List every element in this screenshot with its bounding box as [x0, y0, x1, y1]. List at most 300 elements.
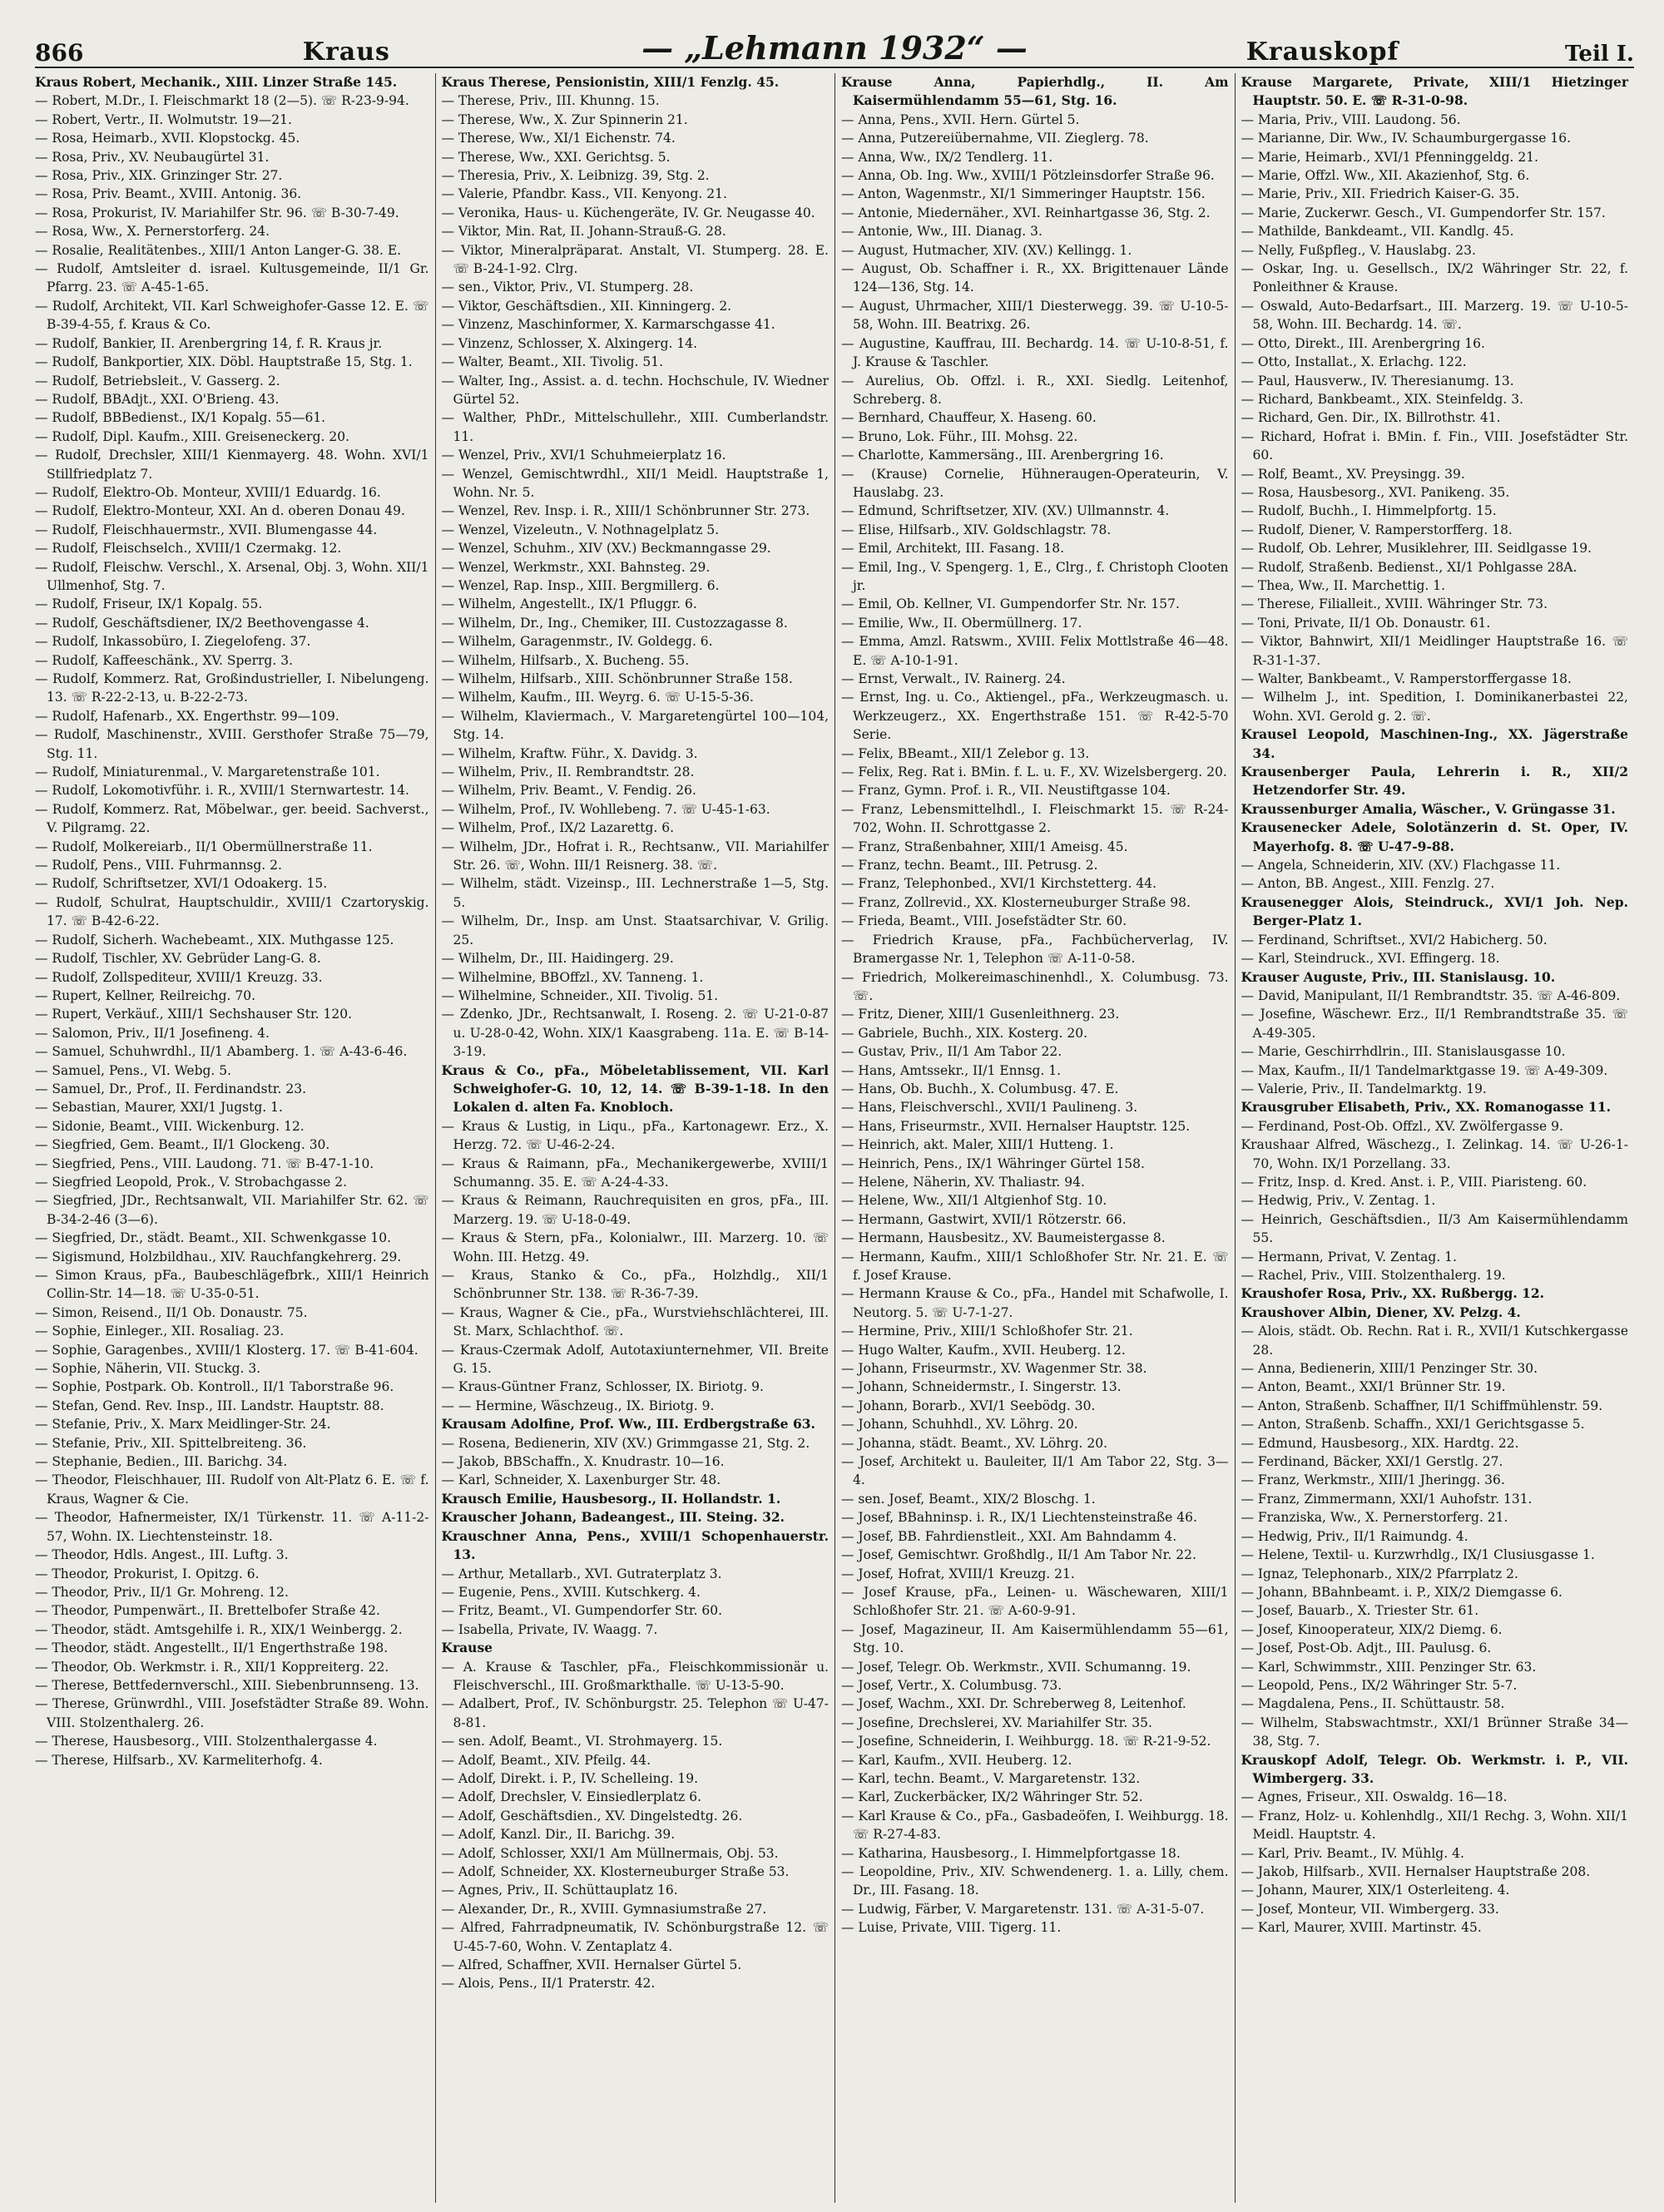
directory-entry: — Elise, Hilfsarb., XIV. Goldschlagstr. 78.: [841, 522, 1112, 537]
directory-entry: — David, Manipulant, II/1 Rembrandtstr. 35. ☏ A-46-809.: [1241, 987, 1621, 1003]
directory-entry: — Rudolf, Pens., VIII. Fuhrmannsg. 2.: [35, 858, 282, 873]
directory-entry: — Frieda, Beamt., VIII. Josefstädter Str. 60.: [841, 913, 1127, 929]
directory-entry: — Johann, Friseurmstr., XV. Wagenmer Str. 38.: [841, 1361, 1147, 1377]
directory-entry: — Sidonie, Beamt., VIII. Wickenburg. 12.: [35, 1118, 305, 1134]
directory-entry: — Robert, Vertr., II. Wolmutstr. 19—21.: [35, 111, 292, 127]
directory-entry: — Theodor, städt. Amtsgehilfe i. R., XIX/1 Weinbergg. 2.: [35, 1621, 403, 1637]
directory-entry: — Adalbert, Prof., IV. Schönburgstr. 25. Telephon ☏ U-47-8-81.: [441, 1696, 829, 1730]
directory-entry: — Wilhelm, Priv. Beamt., V. Fendig. 26.: [441, 783, 696, 799]
directory-entry: — Adolf, Direkt. i. P., IV. Schelleing. 19.: [441, 1770, 699, 1786]
directory-entry: — Veronika, Haus- u. Küchengeräte, IV. Gr. Neugasse 40.: [441, 205, 815, 220]
directory-entry: — Adolf, Schlosser, XXI/1 Am Müllnermais, Obj. 53.: [441, 1845, 779, 1861]
directory-entry: — Kraus, Wagner & Cie., pFa., Wurstviehschlächterei, III. St. Marx, Schlachthof. ☏.: [441, 1304, 829, 1339]
directory-entry: — Karl, Steindruck., XVI. Effingerg. 18.: [1241, 951, 1500, 967]
directory-entry: Kraus & Co., pFa., Möbeletablissement, VII. Karl Schweighofer-G. 10, 12, 14. ☏ B-39-1-18. In den Lokalen d. alten Fa. Knobloch.: [441, 1061, 829, 1116]
directory-entry: — Josef, Kinooperateur, XIX/2 Diemg. 6.: [1241, 1621, 1503, 1637]
directory-entry: — Anton, Straßenb. Schaffn., XXI/1 Gerichtsgasse 5.: [1241, 1417, 1585, 1433]
directory-entry: — — Hermine, Wäschzeug., IX. Biriotg. 9.: [441, 1398, 715, 1413]
directory-entry: — Rosena, Bedienerin, XIV (XV.) Grimmgasse 21, Stg. 2.: [441, 1435, 810, 1451]
directory-entry: — Ferdinand, Schriftset., XVI/2 Habicherg. 50.: [1241, 932, 1548, 948]
directory-entry: — Rudolf, Schriftsetzer, XVI/1 Odoakerg. 15.: [35, 876, 328, 892]
directory-entry: — Johann, Schneidermstr., I. Singerstr. 13.: [841, 1379, 1122, 1395]
directory-entry: — Franz, Straßenbahner, XIII/1 Ameisg. 45.: [841, 839, 1128, 854]
directory-entry: — Oswald, Auto-Bedarfsart., III. Marzerg. 19. ☏ U-10-5-58, Wohn. III. Bechardg. 14. ☏.: [1241, 298, 1628, 333]
directory-entry: — Walter, Beamt., XII. Tivolig. 51.: [441, 354, 664, 370]
directory-entry: Kraushover Albin, Diener, XV. Pelzg. 4.: [1241, 1304, 1521, 1320]
directory-entry: — Rudolf, Architekt, VII. Karl Schweighofer-Gasse 12. E. ☏ B-39-4-55, f. Kraus & Co.: [35, 298, 429, 333]
directory-entry: — Alfred, Fahrradpneumatik, IV. Schönburgstraße 12. ☏ U-45-7-60, Wohn. V. Zentaplatz 4.: [441, 1920, 829, 1954]
directory-entry: — Josefine, Drechslerei, XV. Mariahilfer Str. 35.: [841, 1715, 1152, 1730]
directory-entry: — Karl, Maurer, XVIII. Martinstr. 45.: [1241, 1920, 1482, 1936]
directory-entry: — Robert, M.Dr., I. Fleischmarkt 18 (2—5). ☏ R-23-9-94.: [35, 93, 409, 109]
directory-entry: Krausenecker Adele, Solotänzerin d. St. Oper, IV. Mayerhofg. 8. ☏ U-47-9-88.: [1241, 819, 1628, 854]
directory-entry: — Therese, Hausbesorg., VIII. Stolzenthalergasse 4.: [35, 1734, 378, 1749]
directory-entry: — Wilhelm J., int. Spedition, I. Dominikanerbastei 22, Wohn. XVI. Gerold g. 2. ☏.: [1241, 690, 1628, 724]
directory-entry: — Josef, Gemischtwr. Großhdlg., II/1 Am Tabor Nr. 22.: [841, 1547, 1196, 1563]
directory-entry: — Therese, Filialleit., XVIII. Währinger Str. 73.: [1241, 596, 1548, 612]
directory-entry: — Rudolf, Friseur, IX/1 Kopalg. 55.: [35, 596, 263, 612]
directory-entry: — Stephanie, Bedien., III. Barichg. 34.: [35, 1454, 288, 1470]
directory-entry: — Rudolf, Tischler, XV. Gebrüder Lang-G. 8.: [35, 951, 321, 967]
directory-entry: — Fritz, Insp. d. Kred. Anst. i. P., VIII. Piaristeng. 60.: [1241, 1174, 1587, 1190]
directory-entry: — Katharina, Hausbesorg., I. Himmelpfortgasse 18.: [841, 1845, 1181, 1861]
directory-entry: — Samuel, Pens., VI. Webg. 5.: [35, 1062, 232, 1078]
directory-entry: — Stefanie, Priv., XII. Spittelbreiteng. 36.: [35, 1435, 307, 1451]
directory-entry: — Samuel, Schuhwrdhl., II/1 Abamberg. 1. ☏ A-43-6-46.: [35, 1044, 408, 1060]
directory-entry: — Therese, Ww., X. Zur Spinnerin 21.: [441, 111, 688, 127]
directory-entry: — Josef, Vertr., X. Columbusg. 73.: [841, 1677, 1062, 1693]
directory-entry: — Adolf, Kanzl. Dir., II. Barichg. 39.: [441, 1827, 676, 1843]
directory-entry: — Johann, Maurer, XIX/1 Osterleiteng. 4.: [1241, 1883, 1510, 1898]
directory-entry: — Adolf, Beamt., XIV. Pfeilg. 44.: [441, 1752, 651, 1768]
directory-entry: — Adolf, Drechsler, V. Einsiedlerplatz 6.: [441, 1789, 702, 1805]
directory-entry: — Rolf, Beamt., XV. Preysingg. 39.: [1241, 466, 1465, 482]
directory-entry: — Bruno, Lok. Führ., III. Mohsg. 22.: [841, 428, 1078, 444]
directory-entry: — sen. Josef, Beamt., XIX/2 Bloschg. 1.: [841, 1491, 1096, 1507]
directory-entry: — Franz, techn. Beamt., III. Petrusg. 2.: [841, 858, 1098, 873]
directory-entry: — Emil, Ing., V. Spengerg. 1, E., Clrg., f. Christoph Clooten jr.: [841, 559, 1229, 593]
directory-entry: — Viktor, Mineralpräparat. Anstalt, VI. Stumperg. 28. E. ☏ B-24-1-92. Clrg.: [441, 242, 829, 277]
directory-entry: — Karl, Schneider, X. Laxenburger Str. 48.: [441, 1472, 721, 1488]
directory-entry: — Wilhelm, Kraftw. Führ., X. Davidg. 3.: [441, 745, 698, 761]
directory-entry: — Rosa, Priv., XV. Neubaugürtel 31.: [35, 149, 270, 165]
directory-entry: — Wilhelmine, BBOffzl., XV. Tanneng. 1.: [441, 969, 704, 985]
directory-entry: — Adolf, Schneider, XX. Klosterneuburger Straße 53.: [441, 1864, 790, 1879]
directory-entry: — Rudolf, Elektro-Monteur, XXI. An d. oberen Donau 49.: [35, 503, 405, 519]
directory-entry: — Ignaz, Telephonarb., XIX/2 Pfarrplatz 2.: [1241, 1566, 1518, 1581]
directory-entry: — Wenzel, Schuhm., XIV (XV.) Beckmanngasse 29.: [441, 541, 771, 557]
directory-entry: — Theodor, Priv., II/1 Gr. Mohreng. 12.: [35, 1584, 289, 1600]
directory-entry: — Josef Krause, pFa., Leinen- u. Wäschewaren, XIII/1 Schloßhofer Str. 21. ☏ A-60-9-91.: [841, 1584, 1229, 1619]
directory-entry: — Josef, Bauarb., X. Triester Str. 61.: [1241, 1603, 1479, 1619]
directory-entry: — Sigismund, Holzbildhau., XIV. Rauchfangkehrerg. 29.: [35, 1249, 402, 1264]
directory-entry: — Wilhelm, Dr., Ing., Chemiker, III. Custozzagasse 8.: [441, 615, 788, 631]
directory-entry: — Kraus-Güntner Franz, Schlosser, IX. Biriotg. 9.: [441, 1379, 764, 1395]
directory-entry: — Walther, PhDr., Mittelschullehr., XIII. Cumberlandstr. 11.: [441, 410, 829, 444]
directory-entry: — Siegfried, Pens., VIII. Laudong. 71. ☏ B-47-1-10.: [35, 1155, 374, 1171]
directory-entry: — Felix, Reg. Rat i. BMin. f. L. u. F., XV. Wizelsbergerg. 20.: [841, 765, 1227, 780]
directory-entry: — Wilhelm, Prof., IV. Wohllebeng. 7. ☏ U-45-1-63.: [441, 801, 770, 817]
directory-entry: — Karl Krause & Co., pFa., Gasbadeöfen, I. Weihburgg. 18. ☏ R-27-4-83.: [841, 1808, 1229, 1843]
directory-entry: Krauschner Anna, Pens., XVIII/1 Schopenhauerstr. 13.: [441, 1527, 829, 1563]
directory-entry: — Hedwig, Priv., V. Zentag. 1.: [1241, 1193, 1436, 1209]
directory-entry: — Franz, Werkmstr., XIII/1 Jheringg. 36.: [1241, 1472, 1505, 1488]
directory-entry: — Wenzel, Gemischtwrdhl., XII/1 Meidl. Hauptstraße 1, Wohn. Nr. 5.: [441, 466, 829, 500]
directory-entry: — Sophie, Einleger., XII. Rosaliag. 23.: [35, 1324, 285, 1339]
directory-entry: — Rupert, Verkäuf., XIII/1 Sechshauser Str. 120.: [35, 1007, 353, 1022]
directory-entry: — Franz, Zollrevid., XX. Klosterneuburger Straße 98.: [841, 894, 1191, 910]
directory-entry: — Zdenko, JDr., Rechtsanwalt, I. Roseng. 2. ☏ U-21-0-87 u. U-28-0-42, Wohn. XIX/1 Kaasgrabeng. 11a. E. ☏ B-14-3-19.: [441, 1007, 829, 1060]
page-header: [35, 25, 1634, 68]
directory-entry: — Valerie, Pfandbr. Kass., VII. Kenyong. 21.: [441, 186, 727, 202]
directory-entry: — Wenzel, Priv., XVI/1 Schuhmeierplatz 16.: [441, 448, 726, 463]
directory-entry: — Marie, Zuckerwr. Gesch., VI. Gumpendorfer Str. 157.: [1241, 205, 1606, 220]
directory-entry: — Josefine, Wäschewr. Erz., II/1 Rembrandtstraße 35. ☏ A-49-305.: [1241, 1007, 1628, 1041]
directory-entry: — Rudolf, Dipl. Kaufm., XIII. Greiseneckerg. 20.: [35, 428, 350, 444]
directory-entry: — Rudolf, Elektro-Ob. Monteur, XVIII/1 Eduardg. 16.: [35, 484, 381, 500]
directory-entry: — Franz, Gymn. Prof. i. R., VII. Neustiftgasse 104.: [841, 783, 1171, 799]
directory-entry: — Antonie, Miedernäher., XVI. Reinhartgasse 36, Stg. 2.: [841, 205, 1211, 220]
directory-entry: Krausel Leopold, Maschinen-Ing., XX. Jägerstraße 34.: [1241, 726, 1628, 761]
directory-entry: — Rudolf, Bankier, II. Arenbergring 14, f. R. Kraus jr.: [35, 335, 383, 351]
column-2: [435, 73, 835, 2203]
directory-entry: — Angela, Schneiderin, XIV. (XV.) Flachgasse 11.: [1241, 858, 1561, 873]
directory-entry: Kraushofer Rosa, Priv., XX. Rußbergg. 12.: [1241, 1285, 1545, 1302]
directory-entry: — Anton, Wagenmstr., XI/1 Simmeringer Hauptstr. 156.: [841, 186, 1206, 202]
directory-entry: — Richard, Hofrat i. BMin. f. Fin., VIII. Josefstädter Str. 60.: [1241, 428, 1628, 463]
directory-entry: — Anton, Straßenb. Schaffner, II/1 Schiffmühlenstr. 59.: [1241, 1398, 1603, 1413]
directory-entry: — Rudolf, Maschinenstr., XVIII. Gersthofer Straße 75—79, Stg. 11.: [35, 727, 429, 761]
directory-entry: — Wilhelm, JDr., Hofrat i. R., Rechtsanw., VII. Mariahilfer Str. 26. ☏, Wohn. III/1 Reisnerg. 38. ☏.: [441, 839, 829, 873]
directory-entry: — Walter, Ing., Assist. a. d. techn. Hochschule, IV. Wiedner Gürtel 52.: [441, 373, 829, 407]
directory-entry: — Rudolf, Fleischhauermstr., XVII. Blumengasse 44.: [35, 522, 378, 537]
directory-entry: — Josef, BB. Fahrdienstleit., XXI. Am Bahndamm 4.: [841, 1528, 1177, 1544]
directory-entry: — Gustav, Priv., II/1 Am Tabor 22.: [841, 1044, 1062, 1060]
directory-entry: — Luise, Private, VIII. Tigerg. 11.: [841, 1920, 1062, 1936]
directory-columns: [35, 73, 1634, 2203]
directory-entry: — Josef, Hofrat, XVIII/1 Kreuzg. 21.: [841, 1566, 1075, 1581]
directory-entry: — Kraus-Czermak Adolf, Autotaxiunternehmer, VII. Breite G. 15.: [441, 1342, 829, 1377]
directory-entry: — Josef, Architekt u. Bauleiter, II/1 Am Tabor 22, Stg. 3—4.: [841, 1454, 1229, 1488]
directory-entry: Krauscher Johann, Badeangest., III. Steing. 32.: [441, 1509, 785, 1526]
directory-entry: — Johann, Schuhhdl., XV. Löhrg. 20.: [841, 1417, 1078, 1433]
directory-entry: Krauskopf Adolf, Telegr. Ob. Werkmstr. i. P., VII. Wimbergerg. 33.: [1241, 1751, 1628, 1786]
directory-entry: — Hedwig, Priv., II/1 Raimundg. 4.: [1241, 1528, 1468, 1544]
directory-entry: — Rudolf, Kommerz. Rat, Möbelwar., ger. beeid. Sachverst., V. Pilgramg. 22.: [35, 801, 429, 836]
directory-entry: — Kraus & Stern, pFa., Kolonialwr., III. Marzerg. 10. ☏ Wohn. III. Hetzg. 49.: [441, 1230, 829, 1264]
directory-entry: — Rudolf, Kommerz. Rat, Großindustrieller, I. Nibelungeng. 13. ☏ R-22-2-13, u. B-22-2-73.: [35, 671, 429, 705]
directory-entry: — Marianne, Dir. Ww., IV. Schaumburgergasse 16.: [1241, 131, 1572, 146]
directory-entry: — Mathilde, Bankdeamt., VII. Kandlg. 45.: [1241, 224, 1514, 240]
directory-entry: — Rupert, Kellner, Reilreichg. 70.: [35, 987, 256, 1003]
directory-entry: — Johanna, städt. Beamt., XV. Löhrg. 20.: [841, 1435, 1108, 1451]
directory-entry: — Rudolf, Amtsleiter d. israel. Kultusgemeinde, II/1 Gr. Pfarrg. 23. ☏ A-45-1-65.: [35, 261, 429, 295]
directory-entry: — Vinzenz, Schlosser, X. Alxingerg. 14.: [441, 335, 697, 351]
directory-entry: — Emma, Amzl. Ratswm., XVIII. Felix Mottlstraße 46—48. E. ☏ A-10-1-91.: [841, 634, 1229, 668]
directory-entry: — Fritz, Beamt., VI. Gumpendorfer Str. 60.: [441, 1603, 723, 1619]
directory-entry: — Jakob, BBSchaffn., X. Knudrastr. 10—16.: [441, 1454, 725, 1470]
directory-entry: — Therese, Ww., XXI. Gerichtsg. 5.: [441, 149, 671, 165]
directory-entry: — Wenzel, Rev. Insp. i. R., XIII/1 Schönbrunner Str. 273.: [441, 503, 810, 519]
directory-entry: — Therese, Priv., III. Khunng. 15.: [441, 93, 660, 109]
directory-entry: — Simon Kraus, pFa., Baubeschlägefbrk., XIII/1 Heinrich Collin-Str. 14—18. ☏ U-35-0-51.: [35, 1268, 429, 1302]
directory-entry: — Hermann Krause & Co., pFa., Handel mit Schafwolle, I. Neutorg. 5. ☏ U-7-1-27.: [841, 1286, 1229, 1320]
directory-entry: — Stefan, Gend. Rev. Insp., III. Landstr. Hauptstr. 88.: [35, 1398, 384, 1413]
directory-entry: — Rudolf, Geschäftsdiener, IX/2 Beethovengasse 4.: [35, 615, 369, 631]
directory-entry: — Rudolf, Zollspediteur, XVIII/1 Kreuzg. 33.: [35, 969, 323, 985]
directory-entry: — Wenzel, Vizeleutn., V. Nothnagelplatz 5.: [441, 522, 720, 537]
directory-entry: — Otto, Installat., X. Erlachg. 122.: [1241, 354, 1467, 370]
directory-entry: Krausam Adolfine, Prof. Ww., III. Erdbergstraße 63.: [441, 1416, 815, 1433]
directory-entry: — Ernst, Verwalt., IV. Rainerg. 24.: [841, 671, 1066, 686]
directory-entry: — Aurelius, Ob. Offzl. i. R., XXI. Siedlg. Leitenhof, Schreberg. 8.: [841, 373, 1229, 407]
directory-entry: — Anna, Pens., XVII. Hern. Gürtel 5.: [841, 111, 1080, 127]
directory-entry: — Heinrich, Pens., IX/1 Währinger Gürtel 158.: [841, 1155, 1145, 1171]
directory-entry: — Antonie, Ww., III. Dianag. 3.: [841, 224, 1042, 240]
directory-entry: Kraus Therese, Pensionistin, XIII/1 Fenzlg. 45.: [441, 74, 780, 90]
directory-entry: — Theodor, Prokurist, I. Opitzg. 6.: [35, 1566, 260, 1581]
directory-entry: — Siegfried Leopold, Prok., V. Strobachgasse 2.: [35, 1174, 348, 1190]
directory-entry: — Charlotte, Kammersäng., III. Arenbergring 16.: [841, 448, 1164, 463]
directory-entry: — Arthur, Metallarb., XVI. Gutraterplatz 3.: [441, 1566, 722, 1581]
directory-entry: — Rudolf, Fleischw. Verschl., X. Arsenal, Obj. 3, Wohn. XII/1 Ullmenhof, Stg. 7.: [35, 559, 429, 593]
directory-entry: — Marie, Offzl. Ww., XII. Akazienhof, Stg. 6.: [1241, 168, 1530, 184]
directory-entry: — Hermann, Kaufm., XIII/1 Schloßhofer Str. Nr. 21. E. ☏ f. Josef Krause.: [841, 1249, 1229, 1283]
directory-entry: — Maria, Priv., VIII. Laudong. 56.: [1241, 111, 1461, 127]
directory-entry: Krauser Auguste, Priv., III. Stanislausg. 10.: [1241, 968, 1556, 985]
directory-entry: — Johann, BBahnbeamt. i. P., XIX/2 Diemgasse 6.: [1241, 1584, 1562, 1600]
directory-entry: — Wilhelm, Priv., II. Rembrandtstr. 28.: [441, 765, 695, 780]
directory-entry: — August, Ob. Schaffner i. R., XX. Brigittenauer Lände 124—136, Stg. 14.: [841, 261, 1229, 295]
directory-entry: — Friedrich, Molkereimaschinenhdl., X. Columbusg. 73. ☏.: [841, 969, 1229, 1003]
directory-entry: — Bernhard, Chauffeur, X. Haseng. 60.: [841, 410, 1097, 426]
directory-entry: — Edmund, Hausbesorg., XIX. Hardtg. 22.: [1241, 1435, 1519, 1451]
directory-entry: — Rudolf, Sicherh. Wachebeamt., XIX. Muthgasse 125.: [35, 932, 394, 948]
directory-entry: Krausgruber Elisabeth, Priv., XX. Romanogasse 11.: [1241, 1099, 1612, 1116]
directory-entry: — Siegfried, Dr., städt. Beamt., XII. Schwenkgasse 10.: [35, 1230, 392, 1246]
directory-entry: — Josef, Monteur, VII. Wimbergerg. 33.: [1241, 1901, 1499, 1917]
directory-entry: — Rudolf, Betriebsleit., V. Gasserg. 2.: [35, 373, 280, 388]
directory-entry: — Rudolf, Straßenb. Bedienst., XI/1 Pohlgasse 28A.: [1241, 559, 1577, 575]
directory-entry: Krause Margarete, Private, XIII/1 Hietzinger Hauptstr. 50. E. ☏ R-31-0-98.: [1241, 74, 1628, 109]
directory-entry: — Anna, Ob. Ing. Ww., XVIII/1 Pötzleinsdorfer Straße 96.: [841, 168, 1215, 184]
directory-entry: — Franz, Telephonbed., XVI/1 Kirchstetterg. 44.: [841, 876, 1157, 892]
directory-entry: — Anton, BB. Angest., XIII. Fenzlg. 27.: [1241, 876, 1495, 892]
directory-entry: — Anna, Putzereiübernahme, VII. Zieglerg. 78.: [841, 131, 1149, 146]
directory-entry: — Rachel, Priv., VIII. Stolzenthalerg. 19.: [1241, 1268, 1506, 1283]
directory-entry: — Viktor, Bahnwirt, XII/1 Meidlinger Hauptstraße 16. ☏ R-31-1-37.: [1241, 634, 1628, 668]
directory-entry: — Helene, Textil- u. Kurzwrhdlg., IX/1 Clusiusgasse 1.: [1241, 1547, 1595, 1563]
directory-entry: — Heinrich, akt. Maler, XIII/1 Hutteng. 1.: [841, 1137, 1114, 1153]
directory-entry: — Franz, Holz- u. Kohlenhdlg., XII/1 Rechg. 3, Wohn. XII/1 Meidl. Hauptstr. 4.: [1241, 1808, 1628, 1843]
directory-entry: — Fritz, Diener, XIII/1 Gusenleithnerg. 23.: [841, 1007, 1120, 1022]
directory-entry: — Franz, Lebensmittelhdl., I. Fleischmarkt 15. ☏ R-24-702, Wohn. II. Schrottgasse 2.: [841, 801, 1229, 836]
directory-entry: — Therese, Bettfedernverschl., XIII. Siebenbrunnseng. 13.: [35, 1677, 419, 1693]
directory-entry: — Franziska, Ww., X. Pernerstorferg. 21.: [1241, 1510, 1508, 1526]
directory-entry: — Hermine, Priv., XIII/1 Schloßhofer Str. 21.: [841, 1324, 1133, 1339]
directory-entry: — Viktor, Min. Rat, II. Johann-Strauß-G. 28.: [441, 224, 726, 240]
directory-entry: — Theodor, Hafnermeister, IX/1 Türkenstr. 11. ☏ A-11-2-57, Wohn. IX. Liechtensteinstr. 18.: [35, 1510, 429, 1544]
directory-entry: — Karl, Schwimmstr., XIII. Penzinger Str. 63.: [1241, 1659, 1537, 1675]
directory-entry: — Ludwig, Färber, V. Margaretenstr. 131. ☏ A-31-5-07.: [841, 1901, 1205, 1917]
directory-entry: — Jakob, Hilfsarb., XVII. Hernalser Hauptstraße 208.: [1241, 1864, 1591, 1879]
directory-entry: — Wilhelm, Hilfsarb., X. Bucheng. 55.: [441, 652, 690, 668]
directory-entry: — Hans, Ob. Buchh., X. Columbusg. 47. E.: [841, 1081, 1119, 1096]
directory-entry: — Sophie, Postpark. Ob. Kontroll., II/1 Taborstraße 96.: [35, 1379, 394, 1395]
directory-entry: — Rudolf, Diener, V. Ramperstorfferg. 18.: [1241, 522, 1513, 537]
directory-entry: Kraus Robert, Mechanik., XIII. Linzer Straße 145.: [35, 74, 398, 90]
directory-entry: — Leopoldine, Priv., XIV. Schwendenerg. 1. a. Lilly, chem. Dr., III. Fasang. 18.: [841, 1864, 1229, 1898]
directory-entry: — Josef, BBahninsp. i. R., IX/1 Liechtensteinstraße 46.: [841, 1510, 1197, 1526]
directory-entry: — Theodor, städt. Angestellt., II/1 Engerthstraße 198.: [35, 1640, 389, 1656]
directory-entry: — Ferdinand, Post-Ob. Offzl., XV. Zwölfergasse 9.: [1241, 1118, 1563, 1134]
directory-entry: — Wilhelm, Kaufm., III. Weyrg. 6. ☏ U-15-5-36.: [441, 690, 754, 705]
directory-title: — „Lehmann 1932“ —: [641, 29, 1028, 67]
directory-entry: — Hans, Friseurmstr., XVII. Hernalser Hauptstr. 125.: [841, 1118, 1191, 1134]
directory-entry: — Hans, Fleischverschl., XVII/1 Paulineng. 3.: [841, 1100, 1138, 1116]
directory-entry: — Theresia, Priv., X. Leibnizg. 39, Stg. 2.: [441, 168, 710, 184]
directory-entry: — Helene, Ww., XII/1 Altgienhof Stg. 10.: [841, 1193, 1107, 1209]
directory-entry: — Wilhelm, Garagenmstr., IV. Goldegg. 6.: [441, 634, 713, 650]
directory-entry: — Rosa, Ww., X. Pernerstorferg. 24.: [35, 224, 270, 240]
directory-entry: — Alois, Pens., II/1 Praterstr. 42.: [441, 1976, 656, 1992]
directory-entry: — Helene, Näherin, XV. Thaliastr. 94.: [841, 1174, 1085, 1190]
directory-entry: — Josef, Post-Ob. Adjt., III. Paulusg. 6.: [1241, 1640, 1492, 1656]
directory-entry: — Richard, Bankbeamt., XIX. Steinfeldg. 3.: [1241, 391, 1524, 407]
directory-entry: — Rosa, Heimarb., XVII. Klopstockg. 45.: [35, 131, 300, 146]
column-3: [834, 73, 1235, 2203]
directory-entry: — Rosalie, Realitätenbes., XIII/1 Anton Langer-G. 38. E.: [35, 242, 402, 258]
directory-entry: — Gabriele, Buchh., XIX. Kosterg. 20.: [841, 1025, 1088, 1041]
directory-entry: — Nelly, Fußpfleg., V. Hauslabg. 23.: [1241, 242, 1476, 258]
directory-entry: — Wilhelm, Klaviermach., V. Margaretengürtel 100—104, Stg. 14.: [441, 708, 829, 743]
directory-entry: — Anna, Ww., IX/2 Tendlerg. 11.: [841, 149, 1053, 165]
directory-entry: — Kraus & Lustig, in Liqu., pFa., Kartonagewr. Erz., X. Herzg. 72. ☏ U-46-2-24.: [441, 1118, 829, 1153]
directory-entry: — Theodor, Hdls. Angest., III. Luftg. 3.: [35, 1547, 289, 1563]
directory-entry: — (Krause) Cornelie, Hühneraugen-Operateurin, V. Hauslabg. 23.: [841, 466, 1229, 500]
directory-entry: — Rudolf, Drechsler, XIII/1 Kienmayerg. 48. Wohn. XVI/1 Stillfriedplatz 7.: [35, 448, 429, 482]
directory-entry: — Alois, städt. Ob. Rechn. Rat i. R., XVII/1 Kutschkergasse 28.: [1241, 1324, 1628, 1358]
directory-entry: — Emil, Architekt, III. Fasang. 18.: [841, 541, 1065, 557]
directory-entry: — Rudolf, Hafenarb., XX. Engerthstr. 99—109.: [35, 708, 339, 724]
directory-entry: — Rudolf, Miniaturenmal., V. Margaretenstraße 101.: [35, 765, 380, 780]
directory-entry: — Wilhelm, Dr., Insp. am Unst. Staatsarchivar, V. Grilig. 25.: [441, 913, 829, 948]
directory-entry: — Theodor, Ob. Werkmstr. i. R., XII/1 Koppreiterg. 22.: [35, 1659, 389, 1675]
directory-entry: — Paul, Hausverw., IV. Theresianumg. 13.: [1241, 373, 1514, 388]
directory-entry: — Valerie, Priv., II. Tandelmarktg. 19.: [1241, 1081, 1487, 1096]
directory-entry: — Josef, Telegr. Ob. Werkmstr., XVII. Schumanng. 19.: [841, 1659, 1191, 1675]
directory-entry: — Walter, Bankbeamt., V. Ramperstorffergasse 18.: [1241, 671, 1572, 686]
directory-entry: — Rudolf, Kaffeeschänk., XV. Sperrg. 3.: [35, 652, 293, 668]
directory-entry: — Stefanie, Priv., X. Marx Meidlinger-Str. 24.: [35, 1417, 331, 1433]
directory-entry: — Wilhelm, Dr., III. Haidingerg. 29.: [441, 951, 674, 967]
directory-entry: — Rudolf, Ob. Lehrer, Musiklehrer, III. Seidlgasse 19.: [1241, 541, 1592, 557]
directory-entry: — Theodor, Fleischhauer, III. Rudolf von Alt-Platz 6. E. ☏ f. Kraus, Wagner & Cie.: [35, 1472, 429, 1507]
directory-entry: — Ernst, Ing. u. Co., Aktiengel., pFa., Werkzeugmasch. u. Werkzeugerz., XX. Engerthstraße 151. ☏ R-42-5-70 Serie.: [841, 690, 1229, 743]
directory-entry: — Adolf, Geschäftsdien., XV. Dingelstedtg. 26.: [441, 1808, 743, 1824]
directory-entry: — Rudolf, Inkassobüro, I. Ziegelofeng. 37.: [35, 634, 311, 650]
directory-entry: — Isabella, Private, IV. Waagg. 7.: [441, 1621, 658, 1637]
directory-entry: — Karl, Zuckerbäcker, IX/2 Währinger Str. 52.: [841, 1789, 1143, 1805]
directory-entry: — Rudolf, Bankportier, XIX. Döbl. Hauptstraße 15, Stg. 1.: [35, 354, 413, 370]
directory-entry: — Eugenie, Pens., XVIII. Kutschkerg. 4.: [441, 1584, 701, 1600]
column-4: [1235, 73, 1635, 2203]
directory-entry: Kraushaar Alfred, Wäschezg., I. Zelinkag. 14. ☏ U-26-1-70, Wohn. IX/1 Porzellang. 33.: [1241, 1137, 1628, 1171]
directory-entry: — Hans, Amtssekr., II/1 Ennsg. 1.: [841, 1062, 1062, 1078]
directory-entry: Kraussenburger Amalia, Wäscher., V. Grüngasse 31.: [1241, 800, 1616, 817]
directory-entry: — Kraus & Raimann, pFa., Mechanikergewerbe, XVIII/1 Schumanng. 35. E. ☏ A-24-4-33.: [441, 1155, 829, 1190]
directory-entry: — Karl, techn. Beamt., V. Margaretenstr. 132.: [841, 1770, 1141, 1786]
directory-entry: — Max, Kaufm., II/1 Tandelmarktgasse 19. ☏ A-49-309.: [1241, 1062, 1608, 1078]
directory-entry: — August, Hutmacher, XIV. (XV.) Kellingg. 1.: [841, 242, 1132, 258]
directory-entry: — sen. Adolf, Beamt., VI. Strohmayerg. 15.: [441, 1734, 723, 1749]
directory-entry: — Oskar, Ing. u. Gesellsch., IX/2 Währinger Str. 22, f. Ponleithner & Krause.: [1241, 261, 1628, 295]
page-number: 866: [35, 39, 84, 67]
directory-entry: — Wenzel, Werkmstr., XXI. Bahnsteg. 29.: [441, 559, 711, 575]
directory-entry: — Therese, Grünwrdhl., VIII. Josefstädter Straße 89. Wohn. VIII. Stolzenthalerg. 26.: [35, 1696, 429, 1730]
directory-entry: — Rudolf, BBAdjt., XXI. O'Brieng. 43.: [35, 391, 280, 407]
directory-entry: — Felix, BBeamt., XII/1 Zelebor g. 13.: [841, 745, 1090, 761]
directory-entry: Krausenegger Alois, Steindruck., XVI/1 Joh. Nep. Berger-Platz 1.: [1241, 893, 1628, 929]
directory-entry: — Siegfried, Gem. Beamt., II/1 Glockeng. 30.: [35, 1137, 330, 1153]
directory-entry: — Wilhelmine, Schneider., XII. Tivolig. 51.: [441, 987, 719, 1003]
directory-entry: Krause Anna, Papierhdlg., II. Am Kaisermühlendamm 55—61, Stg. 16.: [841, 74, 1229, 109]
directory-entry: — Sebastian, Maurer, XXI/1 Jugstg. 1.: [35, 1100, 283, 1116]
directory-entry: — Wilhelm, städt. Vizeinsp., III. Lechnerstraße 1—5, Stg. 5.: [441, 876, 829, 910]
directory-entry: — Franz, Zimmermann, XXI/1 Auhofstr. 131.: [1241, 1491, 1533, 1507]
directory-entry: — Wilhelm, Prof., IX/2 Lazarettg. 6.: [441, 820, 675, 836]
directory-entry: — Richard, Gen. Dir., IX. Billrothstr. 41.: [1241, 410, 1501, 426]
directory-entry: — Wilhelm, Angestellt., IX/1 Pfluggr. 6.: [441, 596, 697, 612]
header-last-entry: Krauskopf: [1246, 37, 1399, 67]
directory-entry: — Rudolf, Buchh., I. Himmelpfortg. 15.: [1241, 503, 1497, 519]
directory-entry: Krausch Emilie, Hausbesorg., II. Hollandstr. 1.: [441, 1490, 781, 1507]
directory-entry: — Rudolf, Fleischselch., XVIII/1 Czermakg. 12.: [35, 541, 342, 557]
directory-entry: — Marie, Priv., XII. Friedrich Kaiser-G. 35.: [1241, 186, 1520, 202]
directory-entry: — Toni, Private, II/1 Ob. Donaustr. 61.: [1241, 615, 1491, 631]
directory-entry: — Emil, Ob. Kellner, VI. Gumpendorfer Str. Nr. 157.: [841, 596, 1180, 612]
directory-entry: — Therese, Ww., XI/1 Eichenstr. 74.: [441, 131, 676, 146]
directory-entry: — Rudolf, Molkereiarb., II/1 Obermüllnerstraße 11.: [35, 839, 373, 854]
directory-entry: — Agnes, Friseur., XII. Oswaldg. 16—18.: [1241, 1789, 1508, 1805]
directory-entry: — Karl, Kaufm., XVII. Heuberg. 12.: [841, 1752, 1072, 1768]
directory-entry: — Anna, Bedienerin, XIII/1 Penzinger Str. 30.: [1241, 1361, 1538, 1377]
directory-entry: — Friedrich Krause, pFa., Fachbücherverlag, IV. Bramergasse Nr. 1, Telephon ☏ A-11-0-58.: [841, 932, 1229, 967]
directory-entry: — Wilhelm, Hilfsarb., XIII. Schönbrunner Straße 158.: [441, 671, 793, 686]
directory-entry: — Josefine, Schneiderin, I. Weihburgg. 18. ☏ R-21-9-52.: [841, 1734, 1211, 1749]
directory-entry: — Sophie, Garagenbes., XVIII/1 Klosterg. 17. ☏ B-41-604.: [35, 1342, 418, 1358]
directory-entry: — Josef, Magazineur, II. Am Kaisermühlendamm 55—61, Stg. 10.: [841, 1621, 1229, 1656]
directory-entry: — Salomon, Priv., II/1 Josefineng. 4.: [35, 1025, 270, 1041]
directory-entry: — Rudolf, Lokomotivführ. i. R., XVIII/1 Sternwartestr. 14.: [35, 783, 409, 799]
directory-entry: — Hugo Walter, Kaufm., XVII. Heuberg. 12.: [841, 1342, 1126, 1358]
directory-entry: — Therese, Hilfsarb., XV. Karmeliterhofg. 4.: [35, 1752, 323, 1768]
directory-entry: — Agnes, Priv., II. Schüttauplatz 16.: [441, 1883, 678, 1898]
directory-entry: — Karl, Priv. Beamt., IV. Mühlg. 4.: [1241, 1845, 1464, 1861]
directory-entry: — Vinzenz, Maschinformer, X. Karmarschgasse 41.: [441, 317, 775, 333]
directory-entry: — Kraus & Reimann, Rauchrequisiten en gros, pFa., III. Marzerg. 19. ☏ U-18-0-49.: [441, 1193, 829, 1227]
directory-entry: — Rosa, Priv. Beamt., XVIII. Antonig. 36.: [35, 186, 302, 202]
directory-entry: — Hermann, Privat, V. Zentag. 1.: [1241, 1249, 1457, 1264]
directory-entry: — Augustine, Kauffrau, III. Bechardg. 14. ☏ U-10-8-51, f. J. Krause & Taschler.: [841, 335, 1229, 370]
directory-entry: — Otto, Direkt., III. Arenbergring 16.: [1241, 335, 1485, 351]
directory-entry: — Hermann, Hausbesitz., XV. Baumeistergasse 8.: [841, 1230, 1166, 1246]
directory-entry: — Viktor, Geschäftsdien., XII. Kinningerg. 2.: [441, 298, 732, 314]
directory-entry: — August, Uhrmacher, XIII/1 Diesterwegg. 39. ☏ U-10-5-58, Wohn. III. Beatrixg. 26.: [841, 298, 1229, 333]
directory-entry: — Heinrich, Geschäftsdien., II/3 Am Kaisermühlendamm 55.: [1241, 1211, 1628, 1246]
directory-entry: — Thea, Ww., II. Marchettig. 1.: [1241, 577, 1446, 593]
directory-entry: — Theodor, Pumpenwärt., II. Brettelbofer Straße 42.: [35, 1603, 380, 1619]
